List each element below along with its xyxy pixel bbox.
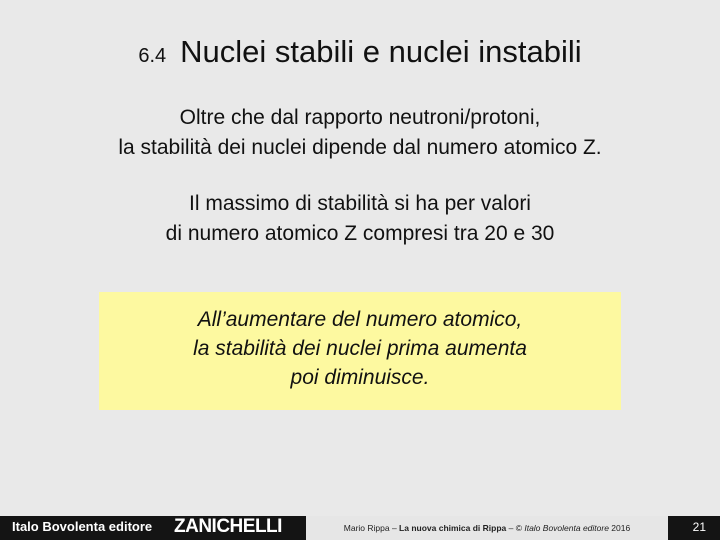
page-number: 21 [692, 520, 706, 534]
slide-title: Nuclei stabili e nuclei instabili [180, 34, 582, 69]
callout-line: poi diminuisce. [290, 366, 430, 389]
paragraph-ratio [0, 103, 720, 163]
credit-line [306, 516, 668, 540]
paragraph-line: la stabilità dei nuclei dipende dal numero atomico Z. [118, 136, 602, 159]
credit-separator: – © [506, 523, 525, 533]
paragraph-line: Il massimo di stabilità si ha per valori [189, 192, 531, 215]
credit-book: La nuova chimica di Rippa [399, 523, 507, 533]
footer-bar [0, 516, 720, 540]
callout-line: All’aumentare del numero atomico, [197, 308, 523, 331]
section-number: 6.4 [138, 45, 167, 67]
credit-publisher: Italo Bovolenta editore [524, 523, 609, 533]
paragraph-line: Oltre che dal rapporto neutroni/protoni, [179, 106, 541, 129]
title-row [0, 34, 720, 70]
paragraph-line: di numero atomico Z compresi tra 20 e 30 [165, 222, 555, 245]
zanichelli-logo: ZANICHELLI [174, 516, 282, 537]
credit-author: Mario Rippa – [343, 523, 400, 533]
paragraph-maximum [0, 189, 720, 249]
publisher-logo: Italo Bovolenta editore [12, 519, 153, 534]
callout-box [99, 292, 621, 410]
callout-line: la stabilità dei nuclei prima aumenta [193, 337, 527, 360]
credit-year: 2016 [608, 523, 631, 533]
